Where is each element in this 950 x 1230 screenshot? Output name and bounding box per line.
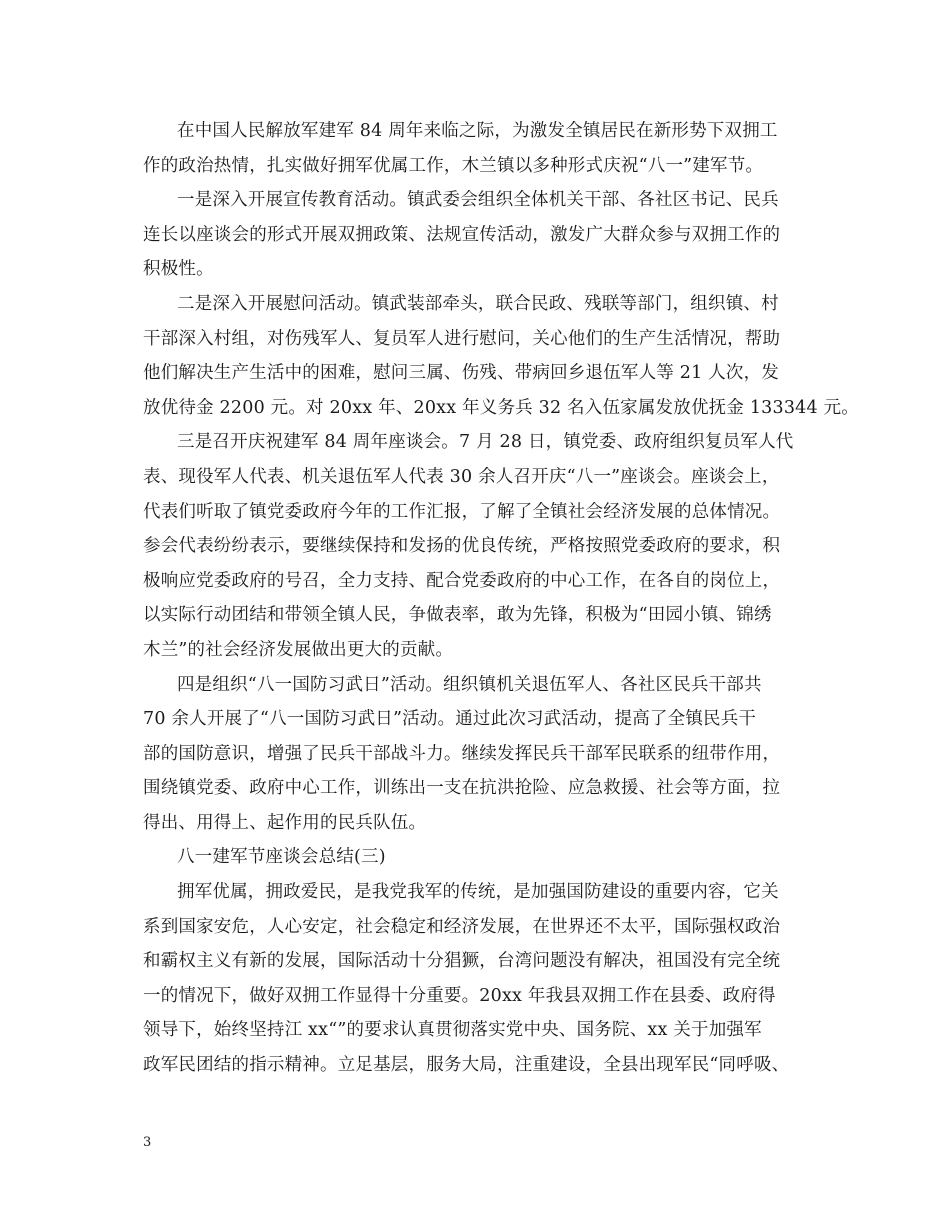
text-line: 得出、用得上、起作用的民兵队伍。 — [143, 812, 427, 833]
document-body — [143, 114, 859, 1083]
text-line: 表、现役军人代表、机关退伍军人代表 30 余人召开庆“八一”座谈会。座谈会上， — [143, 466, 780, 487]
text-line: 作的政治热情，扎实做好拥军优属工作，木兰镇以多种形式庆祝“八一”建军节。 — [143, 155, 764, 176]
text-line: 在中国人民解放军建军 84 周年来临之际，为激发全镇居民在新形势下双拥工 — [177, 121, 778, 141]
page-number: 3 — [143, 1135, 152, 1150]
text-line: 代表们听取了镇党委政府今年的工作汇报，了解了全镇社会经济发展的总体情况。 — [143, 501, 781, 522]
text-line: 参会代表纷纷表示，要继续保持和发扬的优良传统，严格按照党委政府的要求，积 — [143, 536, 781, 557]
text-line: 放优待金 2200 元。对 20xx 年、20xx 年义务兵 32 名入伍家属发放优抚金 133344 元。 — [143, 397, 859, 418]
text-line: 二是深入开展慰问活动。镇武装部牵头，联合民政、残联等部门，组织镇、村 — [177, 293, 779, 314]
text-line: 一是深入开展宣传教育活动。镇武委会组织全体机关干部、各社区书记、民兵 — [177, 190, 779, 211]
text-line: 积极性。 — [143, 259, 214, 280]
text-line: 70 余人开展了“八一国防习武日”活动。通过此次习武活动，提高了全镇民兵干 — [143, 709, 757, 730]
text-line: 三是召开庆祝建军 84 周年座谈会。7 月 28 日，镇党委、政府组织复员军人代 — [177, 432, 794, 453]
text-line: 八一建军节座谈会总结(三) — [177, 847, 386, 868]
text-line: 四是组织“八一国防习武日”活动。组织镇机关退伍军人、各社区民兵干部共 — [177, 674, 762, 695]
text-line: 以实际行动团结和带领全镇人民，争做表率，敢为先锋，积极为“田园小镇、锦绣 — [143, 605, 772, 626]
text-line: 拥军优属，拥政爱民，是我党我军的传统，是加强国防建设的重要内容，它关 — [177, 882, 779, 903]
text-line: 极响应党委政府的号召，全力支持、配合党委政府的中心工作，在各自的岗位上， — [143, 570, 781, 591]
text-line: 干部深入村组，对伤残军人、复员军人进行慰问，关心他们的生产生活情况，帮助 — [143, 328, 781, 349]
text-line: 木兰”的社会经济发展做出更大的贡献。 — [143, 639, 454, 660]
text-line: 系到国家安危，人心安定，社会稳定和经济发展，在世界还不太平，国际强权政治 — [143, 916, 781, 937]
text-line: 连长以座谈会的形式开展双拥政策、法规宣传活动，激发广大群众参与双拥工作的 — [143, 224, 781, 245]
text-line: 围绕镇党委、政府中心工作，训练出一支在抗洪抢险、应急救援、社会等方面，拉 — [143, 778, 781, 799]
text-line: 政军民团结的指示精神。立足基层，服务大局，注重建设，全县出现军民“同呼吸、 — [143, 1055, 790, 1076]
text-line: 部的国防意识，增强了民兵干部战斗力。继续发挥民兵干部军民联系的纽带作用， — [143, 743, 781, 764]
text-line: 和霸权主义有新的发展，国际活动十分猖獗，台湾问题没有解决，祖国没有完全统 — [143, 951, 781, 972]
text-line: 他们解决生产生活中的困难，慰问三属、伤残、带病回乡退伍军人等 21 人次，发 — [143, 363, 779, 384]
text-line: 一的情况下，做好双拥工作显得十分重要。20xx 年我县双拥工作在县委、政府得 — [143, 985, 776, 1006]
text-line: 领导下，始终坚持江 xx“”的要求认真贯彻落实党中央、国务院、xx 关于加强军 — [143, 1020, 762, 1041]
